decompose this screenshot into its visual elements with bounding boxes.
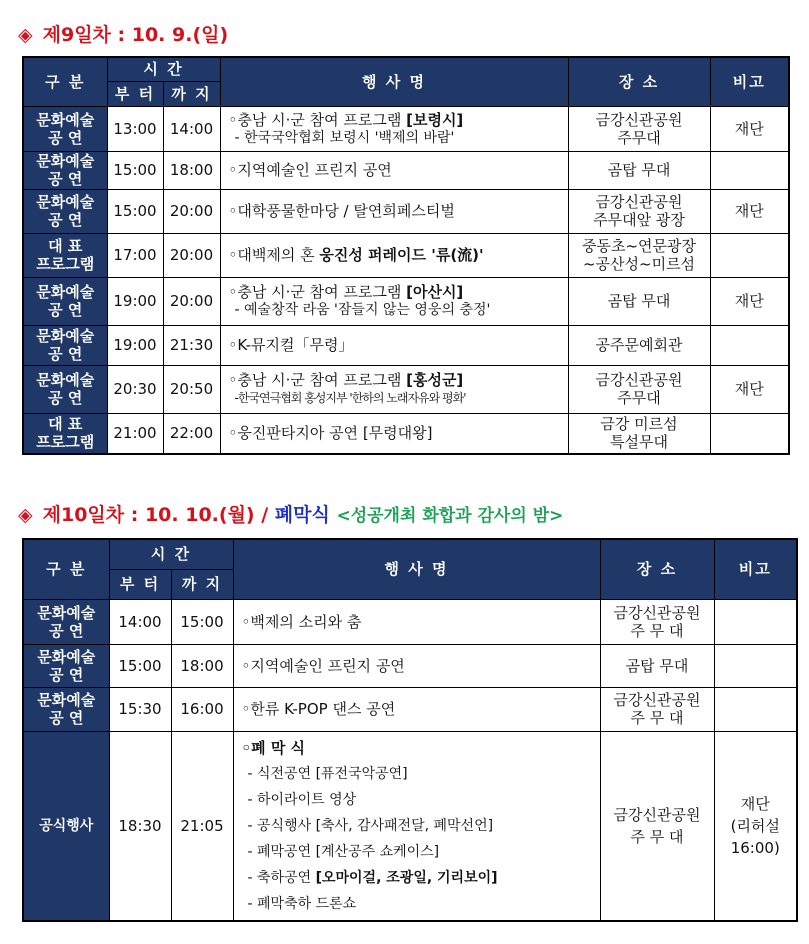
list-item: - 축하공연 [오마이걸, 조광일, 기리보이]: [247, 869, 498, 886]
place-cell: 금강신관공원 주무대: [568, 365, 710, 413]
list-item: - 식전공연 [퓨전국악공연]: [247, 765, 408, 782]
event-cell: ◦대학풍물한마당 / 탈연희페스티벌: [220, 189, 568, 233]
table-row: [23, 189, 789, 233]
start-time: 19:00: [107, 325, 163, 365]
start-time: 15:30: [109, 687, 171, 731]
day9-schedule-table: [22, 56, 790, 455]
header-time: 시 간: [109, 539, 233, 569]
place-cell: 금강신관공원 주무대: [568, 106, 710, 151]
event-cell: ◦충남 시·군 참여 프로그램 [보령시] - 한국국악협회 보령시 '백제의 바람': [220, 106, 568, 151]
table-row: [23, 151, 789, 189]
event-cell: ◦K-뮤지컬「무령」: [220, 325, 568, 365]
list-item: - 폐막축하 드론쇼: [247, 895, 357, 912]
start-time: 20:30: [107, 365, 163, 413]
table-row: [23, 599, 797, 644]
end-time: 20:50: [163, 365, 220, 413]
place-cell: 곰탑 무대: [568, 151, 710, 189]
header-start: 부 터: [107, 81, 163, 106]
day10-schedule-table: [22, 538, 798, 922]
category-cell: 공식행사: [23, 731, 109, 921]
category-cell: 문화예술 공 연: [23, 189, 107, 233]
header-start: 부 터: [109, 569, 171, 599]
note-cell: [710, 233, 789, 277]
start-time: 19:00: [107, 277, 163, 325]
category-cell: 문화예술 공 연: [23, 151, 107, 189]
header-category: 구 분: [23, 57, 107, 106]
end-time: 15:00: [171, 599, 233, 644]
end-time: 18:00: [171, 644, 233, 687]
place-cell: 금강신관공원 주 무 대: [600, 687, 714, 731]
table-row: [23, 325, 789, 365]
event-cell: ◦한류 K-POP 댄스 공연: [233, 687, 600, 731]
list-item: - 하이라이트 영상: [247, 791, 357, 808]
place-cell: 금강 미르섬 특설무대: [568, 413, 710, 454]
header-event: 행 사 명: [220, 57, 568, 106]
note-cell: [714, 687, 797, 731]
category-cell: 문화예술 공 연: [23, 277, 107, 325]
table-row: [23, 277, 789, 325]
table-row: [23, 731, 797, 921]
start-time: 14:00: [109, 599, 171, 644]
category-cell: 문화예술 공 연: [23, 325, 107, 365]
header-time: 시 간: [107, 57, 220, 81]
header-category: 구 분: [23, 539, 109, 599]
start-time: 15:00: [107, 189, 163, 233]
start-time: 21:00: [107, 413, 163, 454]
category-cell: 대 표 프로그램: [23, 233, 107, 277]
note-cell: 재단: [710, 106, 789, 151]
note-cell: [710, 413, 789, 454]
event-cell: ◦백제의 소리와 춤: [233, 599, 600, 644]
day10-closing-label: 폐막식: [274, 504, 330, 526]
header-place: 장 소: [600, 539, 714, 599]
event-cell: ◦지역예술인 프린지 공연: [233, 644, 600, 687]
end-time: 20:00: [163, 189, 220, 233]
category-cell: 대 표 프로그램: [23, 413, 107, 454]
category-cell: 문화예술 공 연: [23, 687, 109, 731]
event-cell: ◦지역예술인 프린지 공연: [220, 151, 568, 189]
start-time: 15:00: [109, 644, 171, 687]
place-cell: 곰탑 무대: [600, 644, 714, 687]
end-time: 20:00: [163, 277, 220, 325]
place-cell: 공주문예회관: [568, 325, 710, 365]
start-time: 13:00: [107, 106, 163, 151]
note-cell: 재단: [710, 189, 789, 233]
closing-ceremony-title: ◦폐 막 식: [241, 738, 306, 757]
table-row: [23, 233, 789, 277]
header-note: 비고: [710, 57, 789, 106]
list-item: - 공식행사 [축사, 감사패전달, 폐막선언]: [247, 817, 494, 834]
note-cell: 재단 (리허설 16:00): [714, 731, 797, 921]
end-time: 21:05: [171, 731, 233, 921]
header-end: 까 지: [163, 81, 220, 106]
note-cell: [710, 151, 789, 189]
table-row: [23, 687, 797, 731]
event-cell: ◦충남 시·군 참여 프로그램 [홍성군] -한국연극협회 홍성지부 '한하의 노래자유와 평화': [220, 365, 568, 413]
header-event: 행 사 명: [233, 539, 600, 599]
table-row: [23, 106, 789, 151]
day10-title-text: 제10일차 : 10. 10.(월) /: [42, 504, 275, 526]
day10-title: [18, 500, 563, 527]
event-cell: ◦대백제의 혼 웅진성 퍼레이드 '류(流)': [220, 233, 568, 277]
end-time: 18:00: [163, 151, 220, 189]
table-row: [23, 644, 797, 687]
start-time: 15:00: [107, 151, 163, 189]
category-cell: 문화예술 공 연: [23, 365, 107, 413]
header-end: 까 지: [171, 569, 233, 599]
place-cell: 중동초~연문광장 ~공산성~미르섬: [568, 233, 710, 277]
list-item: - 폐막공연 [계산공주 쇼케이스]: [247, 843, 440, 860]
end-time: 20:00: [163, 233, 220, 277]
day10-subtitle: <성공개최 화합과 감사의 밤>: [336, 506, 564, 526]
table-row: [23, 365, 789, 413]
note-cell: [714, 599, 797, 644]
diamond-icon: ◈: [18, 504, 33, 526]
diamond-icon: ◈: [18, 24, 33, 46]
end-time: 14:00: [163, 106, 220, 151]
note-cell: 재단: [710, 277, 789, 325]
note-cell: 재단: [710, 365, 789, 413]
table-row: [23, 413, 789, 454]
category-cell: 문화예술 공 연: [23, 599, 109, 644]
note-cell: [714, 644, 797, 687]
header-note: 비고: [714, 539, 797, 599]
end-time: 16:00: [171, 687, 233, 731]
header-place: 장 소: [568, 57, 710, 106]
day9-title-text: 제9일차 : 10. 9.(일): [42, 24, 229, 46]
event-cell: ◦충남 시·군 참여 프로그램 [아산시] - 예술창작 라움 '잠들지 않는 영웅의 충정': [220, 277, 568, 325]
place-cell: 금강신관공원 주 무 대: [600, 599, 714, 644]
start-time: 18:30: [109, 731, 171, 921]
end-time: 21:30: [163, 325, 220, 365]
place-cell: 금강신관공원 주 무 대: [600, 731, 714, 921]
category-cell: 문화예술 공 연: [23, 644, 109, 687]
place-cell: 금강신관공원 주무대앞 광장: [568, 189, 710, 233]
day9-title: [18, 20, 228, 47]
end-time: 22:00: [163, 413, 220, 454]
event-cell: [233, 731, 600, 921]
note-cell: [710, 325, 789, 365]
place-cell: 곰탑 무대: [568, 277, 710, 325]
start-time: 17:00: [107, 233, 163, 277]
event-cell: ◦웅진판타지아 공연 [무령대왕]: [220, 413, 568, 454]
category-cell: 문화예술 공 연: [23, 106, 107, 151]
